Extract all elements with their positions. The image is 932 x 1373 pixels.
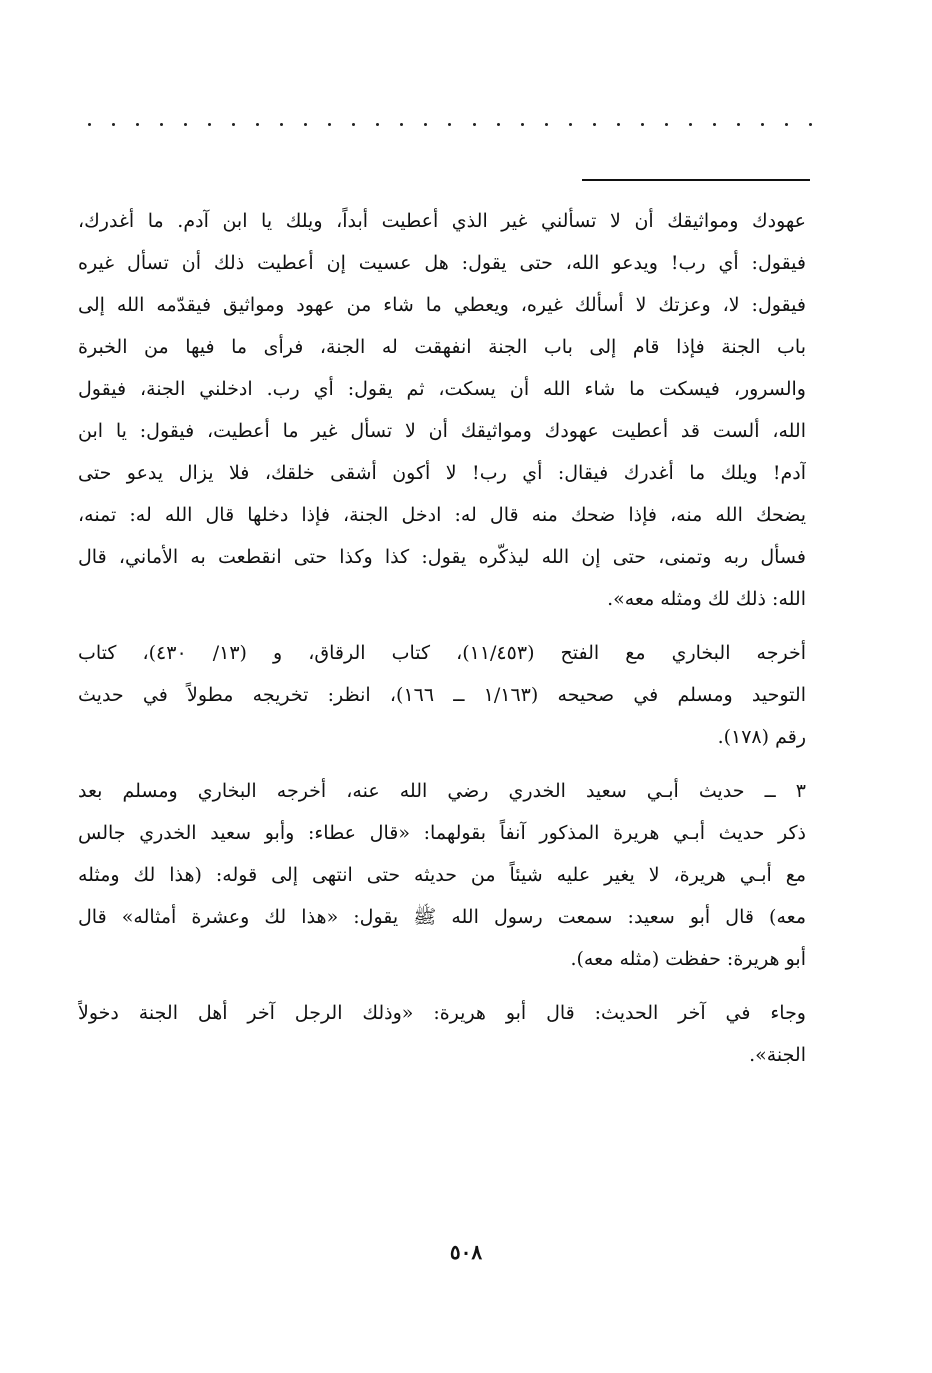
text-line: فيقول: لا، وعزتك لا أسألك غيره، ويعطي ما شاء من عهود ومواثيق فيقدّمه الله إلى — [78, 294, 806, 316]
text-line: فيقول: أي رب! ويدعو الله، حتى يقول: هل عسيت إن أعطيت ذلك أن تسأل غيره — [78, 252, 806, 274]
text-line: عهودك ومواثيقك أن لا تسألني غير الذي أعطيت أبداً، ويلك يا ابن آدم. ما أغدرك، — [78, 210, 806, 232]
leader-dot — [256, 123, 259, 126]
leader-dot — [665, 123, 668, 126]
text-line: فسأل ربه وتمنى، حتى إن الله ليذكّره يقول: كذا وكذا حتى انقطعت به الأماني، قال — [78, 546, 806, 568]
paragraph-hadith-text — [78, 200, 806, 620]
text-line: الجنة». — [749, 1044, 806, 1066]
paragraph-takhrij — [78, 632, 806, 758]
text-line: ٣ ــ حديث أبـي سعيد الخدري رضي الله عنه، أخرجه البخاري ومسلم بعد — [78, 780, 806, 802]
leader-dot — [208, 123, 211, 126]
leader-dot — [424, 123, 427, 126]
leader-dot — [497, 123, 500, 126]
text-line: وجاء في آخر الحديث: قال أبو هريرة: «وذلك الرجل آخر أهل الجنة دخولاً — [78, 1002, 806, 1024]
text-line: يضحك الله منه، فإذا ضحك منه قال له: ادخل الجنة، فإذا دخلها قال الله له: تمنه، — [78, 504, 806, 526]
leader-dot — [737, 123, 740, 126]
footnote-body — [78, 200, 806, 1076]
paragraph-abu-said-hadith — [78, 770, 806, 980]
leader-dot — [112, 123, 115, 126]
leader-dot — [304, 123, 307, 126]
leader-dot — [809, 123, 812, 126]
leader-dot — [473, 123, 476, 126]
leader-dot — [328, 123, 331, 126]
leader-dot — [785, 123, 788, 126]
leader-dot — [136, 123, 139, 126]
leader-dot — [232, 123, 235, 126]
leader-dot — [761, 123, 764, 126]
text-line: مع أبـي هريرة، لا يغير عليه شيئاً من حديثه حتى انتهى إلى قوله: (هذا لك ومثله — [78, 864, 806, 886]
leader-dot — [184, 123, 187, 126]
leader-dot — [569, 123, 572, 126]
leader-dot — [545, 123, 548, 126]
leader-dot — [641, 123, 644, 126]
leader-dot — [617, 123, 620, 126]
leader-dot — [448, 123, 451, 126]
text-line: آدم! ويلك ما أغدرك فيقال: أي رب! لا أكون أشقى خلقك، فلا يزال يدعو حتى — [78, 462, 806, 484]
text-line: الله: ذلك لك ومثله معه». — [607, 588, 806, 610]
leader-dot — [400, 123, 403, 126]
text-line: رقم (١٧٨). — [717, 726, 806, 748]
text-line: ذكر حديث أبـي هريرة المذكور آنفاً بقولهما: «قال عطاء: وأبو سعيد الخدري جالس — [78, 822, 806, 844]
leader-dot — [352, 123, 355, 126]
leader-dot — [689, 123, 692, 126]
leader-dot — [521, 123, 524, 126]
text-line: الله، ألست قد أعطيت عهودك ومواثيقك أن لا تسأل غير ما أعطيت، فيقول: يا ابن — [78, 420, 806, 442]
leader-dot — [376, 123, 379, 126]
leader-dot — [713, 123, 716, 126]
text-line: أخرجه البخاري مع الفتح (١١/٤٥٣)، كتاب الرقاق، و (١٣/ ٤٣٠)، كتاب — [78, 642, 806, 664]
leader-dot — [160, 123, 163, 126]
page-number: ٥٠٨ — [449, 1240, 483, 1264]
leader-dot — [593, 123, 596, 126]
text-line: التوحيد ومسلم في صحيحه (١/١٦٣ ــ ١٦٦)، انظر: تخريجه مطولاً في حديث — [78, 684, 806, 706]
text-line: أبو هريرة: حفظت (مثله معه). — [570, 948, 806, 970]
text-line: باب الجنة فإذا قام إلى باب الجنة انفهقت له الجنة، فرأى ما فيها من الخبرة — [78, 336, 806, 358]
text-line: والسرور، فيسكت ما شاء الله أن يسكت، ثم يقول: أي رب. ادخلني الجنة، فيقول — [78, 378, 806, 400]
leader-dot — [280, 123, 283, 126]
header-dot-leader — [88, 118, 812, 130]
paragraph-closing — [78, 992, 806, 1076]
footnote-separator-rule — [582, 179, 810, 181]
text-line: معه) قال أبو سعيد: سمعت رسول الله ﷺ يقول: «هذا لك وعشرة أمثاله» قال — [78, 906, 806, 928]
leader-dot — [88, 123, 91, 126]
